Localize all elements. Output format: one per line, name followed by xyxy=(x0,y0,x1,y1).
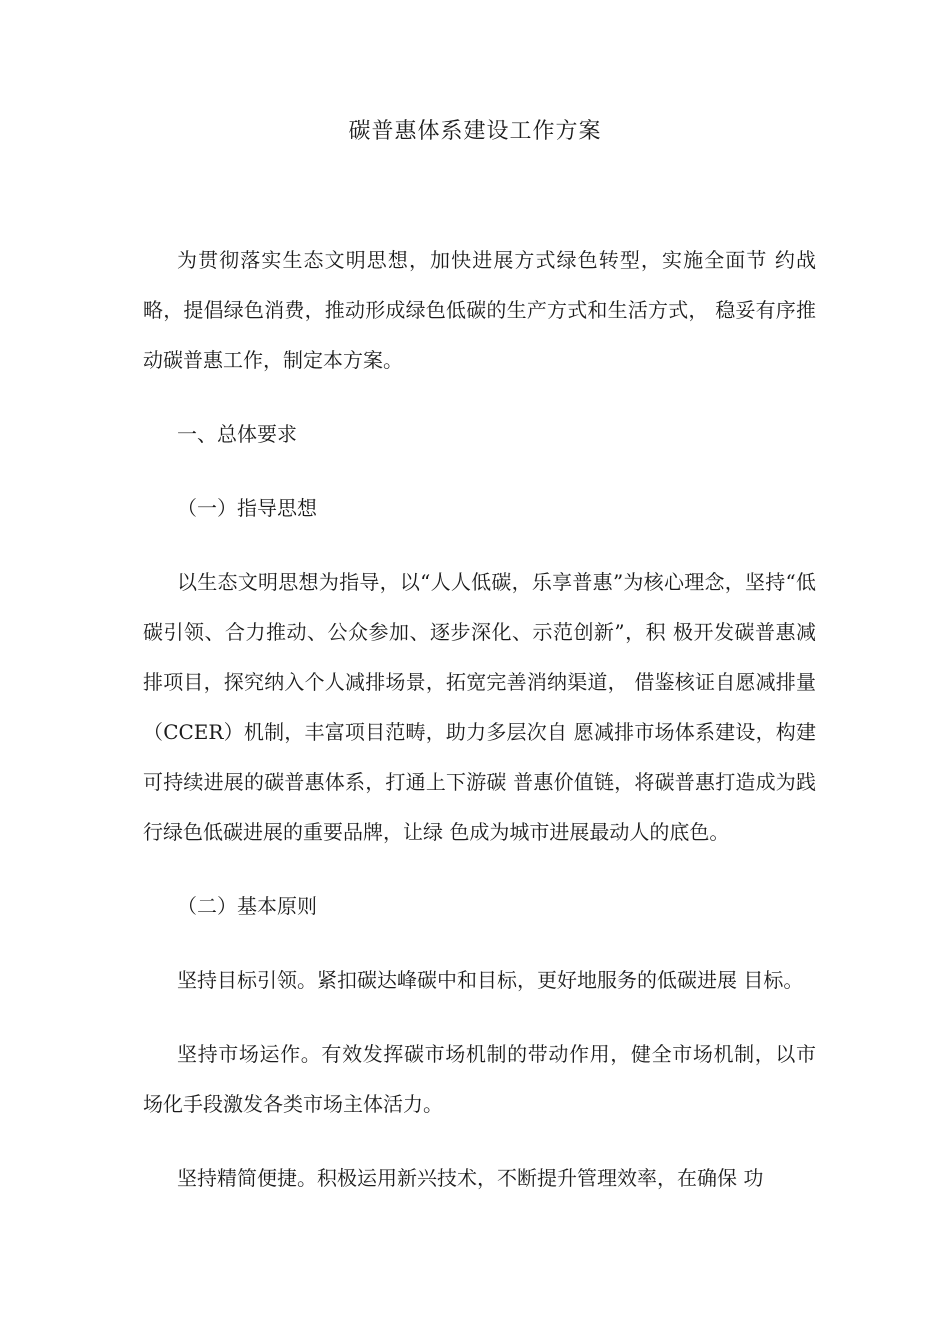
document-body xyxy=(143,235,816,1227)
subsection-heading-basic-principles: （二）基本原则 xyxy=(177,894,317,918)
paragraph-principle-goal: 坚持目标引领。紧扣碳达峰碳中和目标，更好地服务的低碳进展 目标。 xyxy=(177,968,804,992)
subsection-heading-guiding-ideology: （一）指导思想 xyxy=(177,496,317,520)
paragraph-intro: 为贯彻落实生态文明思想，加快进展方式绿色转型，实施全面节 约战略，提倡绿色消费，推动形成绿色低碳的生产方式和生活方式， 稳妥有序推动碳普惠工作，制定本方案。 xyxy=(143,248,816,372)
paragraph-principle-simplicity: 坚持精简便捷。积极运用新兴技术，不断提升管理效率，在确保 功 xyxy=(177,1166,764,1190)
document-title: 碳普惠体系建设工作方案 xyxy=(348,119,602,144)
section-heading-general-requirements: 一、总体要求 xyxy=(177,422,297,446)
paragraph-guiding-ideology: 以生态文明思想为指导，以“人人低碳，乐享普惠”为核心理念，坚持“低碳引领、合力推动、公众参加、逐步深化、示范创新”，积 极开发碳普惠减排项目，探究纳入个人减排场景，拓宽完善消纳渠道， 借鉴核证自愿减排量（CCER）机制，丰富项目范畴，助力多层次自 愿减排市场体系建设，构建可持续进展的碳普惠体系，打通上下游碳 普惠价值链，将碳普惠打造成为践行绿色低碳进展的重要品牌，让绿 色成为城市进展最动人的底色。 xyxy=(143,570,816,844)
paragraph-principle-market: 坚持市场运作。有效发挥碳市场机制的带动作用，健全市场机制，以市场化手段激发各类市场主体活力。 xyxy=(143,1042,816,1116)
